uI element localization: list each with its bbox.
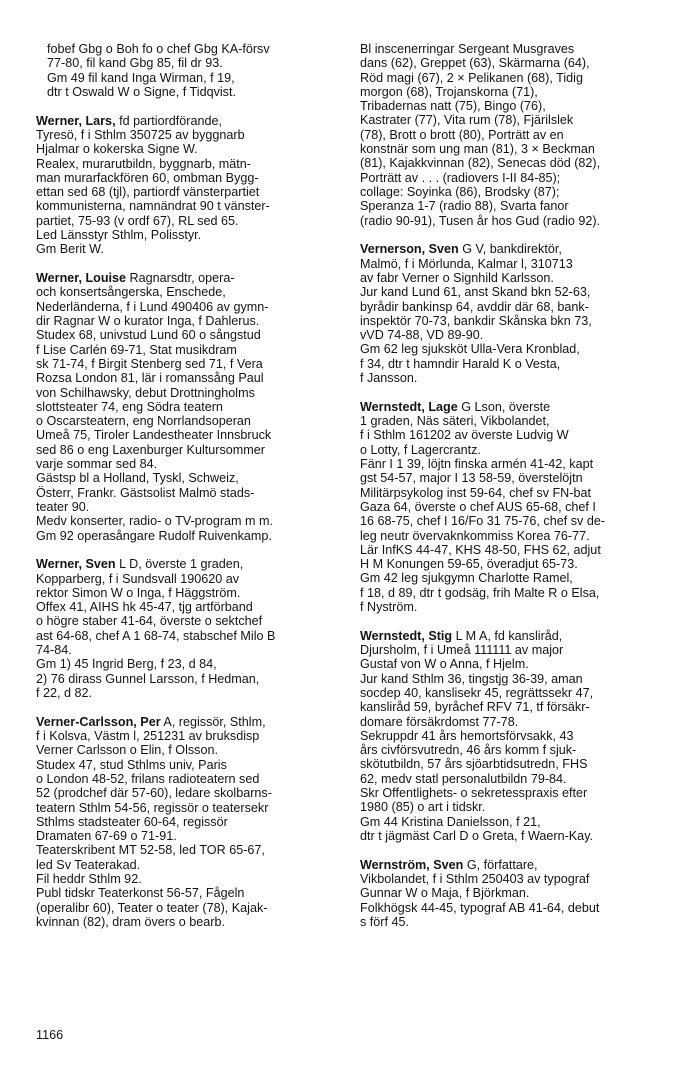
biography-entry (36, 271, 336, 543)
biography-entry (36, 715, 336, 929)
text-line: teater 90. (36, 499, 90, 514)
text-line: kanslіråd 59, byråchef RFV 71, tf försäkr- (360, 700, 590, 715)
continued-entry (360, 42, 650, 228)
text-line: G Lson, överste (457, 399, 551, 414)
text-line: Studex 68, univstud Lund 60 o sångstud (36, 328, 261, 343)
text-line: Bl inscenerringar Sergeant Musgraves (360, 42, 575, 56)
biography-entry (360, 629, 650, 843)
entry-name: Werner, Louise (36, 271, 127, 286)
text-line: Gaza 64, överste o chef AUS 65-68, chef I (360, 499, 596, 514)
text-line: Tyresö, f i Sthlm 350725 av byggnarb (36, 127, 245, 142)
biography-entry (360, 400, 650, 614)
biography-entry (36, 557, 336, 700)
continued-entry (36, 42, 336, 99)
text-line: dtr t Oswald W o Signe, f Tidqvist. (47, 84, 236, 99)
text-line: f i Kolsva, Västm l, 251231 av bruksdisp (36, 729, 260, 744)
text-line: led Sv Teaterakad. (36, 857, 141, 872)
text-line: Tribadernas natt (75), Bingo (76), (360, 99, 546, 114)
text-line: Folkhögsk 44-45, typograf AB 41-64, debut (360, 900, 600, 915)
text-line: (81), Kajakkvinnan (82), Senecas död (82), (360, 156, 601, 171)
text-line: f 34, dtr t hamndir Harald K o Vesta, (360, 356, 561, 371)
text-line: gst 54-57, major I 13 58-59, överstelöjtn (360, 471, 583, 486)
text-line: Dramaten 67-69 o 71-91. (36, 829, 177, 844)
text-line: 74-84. (36, 643, 72, 658)
text-line: Gunnar W o Maja, f Björkman. (360, 886, 530, 901)
text-line: av fabr Verner o Signhild Karlsson. (360, 270, 554, 285)
text-line: L M A, fd kanslіråd, (452, 628, 563, 643)
text-line: Kopparberg, f i Sundsvall 190620 av (36, 571, 240, 586)
text-line: f Jansson. (360, 371, 418, 386)
text-line: Porträtt av . . . (radiovers I-II 84-85); (360, 170, 561, 185)
text-line: teatern Sthlm 54-56, regissör o teatersekr (36, 800, 269, 815)
text-line: Realex, murarutbildn, byggnarb, mätn- (36, 156, 251, 171)
entry-name: Wernstedt, Stig (360, 628, 453, 643)
text-line: Skr Offentlighets- o sekretesspraxis efter (360, 786, 588, 801)
text-line: (78), Brott o brott (80), Porträtt av en (360, 127, 564, 142)
text-line: 77-80, fil kand Gbg 85, fil dr 93. (47, 56, 223, 71)
text-line: Gm 49 fil kand Inga Wirman, f 19, (47, 70, 235, 85)
biography-entry (360, 858, 650, 929)
text-line: 1 graden, Näs säteri, Vikbolandet, (360, 414, 550, 429)
text-line: byrådir bankinsp 64, avddir där 68, bank- (360, 299, 589, 314)
text-line: ettan sed 68 (tjl), partiordf vänsterpartiet (36, 185, 260, 200)
text-line: Kastrater (77), Vita rum (78), Fjärilslek (360, 113, 574, 128)
text-line: Offex 41, AIHS hk 45-47, tjg artförband (36, 600, 253, 615)
text-line: o högre staber 41-64, överste o sektchef (36, 614, 263, 629)
text-line: Röd magi (67), 2 × Pelikanen (68), Tidig (360, 70, 583, 85)
text-line: leg neutr övervaknkommiss Korea 76-77. (360, 528, 590, 543)
text-line: fobef Gbg o Boh fo o chef Gbg KA-försv (47, 42, 270, 56)
biography-entry (36, 114, 336, 257)
text-line: Gm Berit W. (36, 242, 104, 257)
text-line: Fil heddr Sthlm 92. (36, 872, 142, 887)
text-line: (operalibr 60), Teater o teater (78), Kajak- (36, 900, 268, 915)
text-line: Lär InfKS 44-47, KHS 48-50, FHS 62, adjut (360, 542, 601, 557)
text-line: Österr, Frankr. Gästsolist Malmö stads- (36, 485, 255, 500)
text-line: Teaterskribent MT 52-58, led TOR 65-67, (36, 843, 265, 858)
text-line: f Nyström. (360, 599, 418, 614)
text-line: A, regissör, Sthlm, (160, 714, 266, 729)
text-line: kvinnan (82), dram övers o bearb. (36, 914, 225, 929)
entry-name: Wernstedt, Lage (360, 399, 458, 414)
text-line: Led Länsstyr Sthlm, Polisstyr. (36, 228, 202, 243)
left-column (36, 42, 336, 944)
text-line: Speranza 1-7 (radio 88), Svarta fanor (360, 199, 569, 214)
text-line: f 22, d 82. (36, 685, 93, 700)
text-line: G, författare, (463, 857, 538, 872)
text-line: H M Konungen 59-65, överadjut 65-73. (360, 557, 578, 572)
text-line: Umeå 75, Tiroler Landestheater Innsbruck (36, 428, 272, 443)
text-line: f Lise Carlén 69-71, Stat musikdram (36, 342, 237, 357)
right-column (360, 42, 650, 944)
text-line: Ragnarsdtr, opera- (126, 271, 235, 286)
text-line: Medv konserter, radio- o TV-program m m. (36, 514, 274, 529)
text-line: Jur kand Sthlm 36, tingstjg 36-39, aman (360, 671, 583, 686)
text-line: 16 68-75, chef I 16/Fo 31 75-76, chef sv de- (360, 514, 606, 529)
text-line: sed 86 o eng Laxenburger Kultursommer (36, 442, 265, 457)
text-line: von Schilhawsky, debut Drottningholms (36, 385, 255, 400)
text-line: Verner Carlsson o Elin, f Olsson. (36, 743, 218, 758)
text-line: domare försäkrdomst 77-78. (360, 714, 519, 729)
page-number: 1166 (36, 1028, 64, 1042)
text-line: skötutbildn, 57 års sjöarbtidsutredn, FHS (360, 757, 588, 772)
text-line: G V, bankdirektör, (458, 242, 562, 257)
text-line: partiet, 75-93 (v ordf 67), RL sed 65. (36, 213, 239, 228)
text-line: sk 71-74, f Birgit Stenberg sed 71, f Vera (36, 356, 263, 371)
text-line: ast 64-68, chef A 1 68-74, stabschef Milo B (36, 628, 276, 643)
text-line: års civförsvutredn, 46 års komm f sjuk- (360, 743, 577, 758)
text-line: L D, överste 1 graden, (115, 557, 244, 572)
text-line: Rozsa London 81, lär i romanssång Paul (36, 371, 264, 386)
text-line: vVD 74-88, VD 89-90. (360, 328, 484, 343)
text-line: man murarfackfören 60, ombman Bygg- (36, 170, 259, 185)
text-line: Sthlms stadsteater 60-64, regissör (36, 814, 228, 829)
text-line: Gm 92 operasångare Rudolf Ruivenkamp. (36, 528, 272, 543)
text-line: Sekruppdr 41 års hemortsförvsakk, 43 (360, 728, 574, 743)
text-line: morgon (68), Trojanskorna (71), (360, 84, 538, 99)
entry-name: Wernström, Sven (360, 857, 464, 872)
text-line: och konsertsångerska, Enschede, (36, 285, 226, 300)
text-line: 52 (prodchef där 57-60), ledare skolbarns- (36, 786, 272, 801)
text-line: rektor Simon W o Inga, f Häggström. (36, 585, 241, 600)
text-line: Hjalmar o kokerska Signe W. (36, 142, 198, 157)
entry-name: Vernerson, Sven (360, 242, 459, 257)
text-line: inspektör 70-73, bankdir Skånska bkn 73, (360, 313, 592, 328)
text-line: Gm 1) 45 Ingrid Berg, f 23, d 84, (36, 657, 217, 672)
text-line: Studex 47, stud Sthlms univ, Paris (36, 757, 227, 772)
text-line: o London 48-52, frilans radioteatern sed (36, 771, 260, 786)
text-line: Militärpsykolog inst 59-64, chef sv FN-bat (360, 485, 591, 500)
text-line: varje sommar sed 84. (36, 457, 158, 472)
text-line: Jur kand Lund 61, anst Skand bkn 52-63, (360, 285, 591, 300)
text-line: 62, medv statl personalutbildn 79-84. (360, 771, 567, 786)
text-line: s förf 45. (360, 914, 409, 929)
text-line: Fänr I 1 39, löjtn finska armén 41-42, kapt (360, 457, 594, 472)
text-line: dans (62), Greppet (63), Skärmarna (64), (360, 56, 590, 71)
text-line: f 18, d 89, dtr t godsäg, frih Malte R o Elsa, (360, 585, 600, 600)
text-line: o Lotty, f Lagercrantz. (360, 442, 481, 457)
text-line: (radio 90-91), Tusen år hos Gud (radio 92). (360, 213, 601, 228)
text-line: Gästsp bl a Holland, Tyskl, Schweiz, (36, 471, 239, 486)
entry-name: Verner-Carlsson, Per (36, 714, 161, 729)
text-line: Vikbolandet, f i Sthlm 250403 av typograf (360, 872, 590, 887)
text-line: socdep 40, kanslisekr 45, regrättssekr 47, (360, 685, 594, 700)
text-line: konstnär som ung man (81), 3 × Beckman (360, 142, 595, 157)
text-line: Nederländerna, f i Lund 490406 av gymn- (36, 299, 269, 314)
text-line: dtr t jägmäst Carl D o Greta, f Waern-Kay. (360, 828, 594, 843)
text-line: slottsteater 74, eng Södra teatern (36, 399, 223, 414)
text-line: 2) 76 dirass Gunnel Larsson, f Hedman, (36, 671, 260, 686)
text-line: Gm 44 Kristina Danielsson, f 21, (360, 814, 541, 829)
text-line: o Oscarsteatern, eng Norrlandsoperan (36, 414, 251, 429)
text-line: Djursholm, f i Umeå 111111 av major (360, 643, 564, 658)
text-line: Gustaf von W o Anna, f Hjelm. (360, 657, 529, 672)
text-line: Publ tidskr Teaterkonst 56-57, Fågeln (36, 886, 245, 901)
text-line: collage: Soyinka (86), Brodsky (87); (360, 184, 560, 199)
text-line: Gm 42 leg sjukgymn Charlotte Ramel, (360, 571, 573, 586)
text-line: Malmö, f i Mörlunda, Kalmar l, 310713 (360, 256, 573, 271)
text-line: Gm 62 leg sjuksköt Ulla-Vera Kronblad, (360, 342, 580, 357)
text-line: kommunisterna, namnändrat 90 t vänster- (36, 199, 270, 214)
text-line: 1980 (85) o art i tidskr. (360, 800, 486, 815)
text-line: fd partiordförande, (115, 113, 222, 128)
biography-entry (360, 242, 650, 385)
entry-name: Werner, Sven (36, 557, 116, 572)
text-line: f i Sthlm 161202 av överste Ludvig W (360, 428, 569, 443)
text-line: dir Ragnar W o kurator Inga, f Dahlerus. (36, 314, 260, 329)
entry-name: Werner, Lars, (36, 113, 116, 128)
